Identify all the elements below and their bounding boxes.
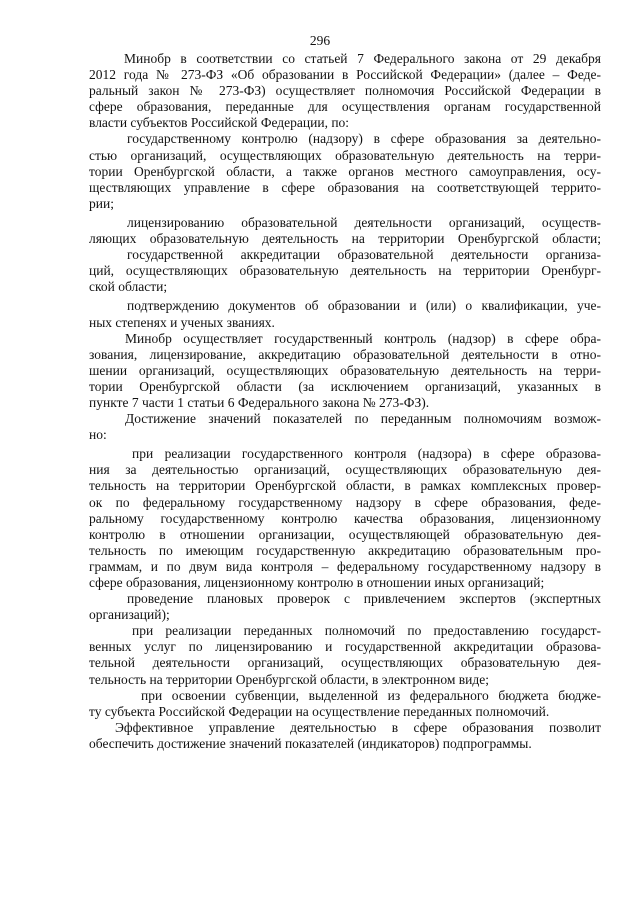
text-line: при реализации государственного контроля (надзора) в сфере образова- xyxy=(132,446,601,462)
text-line: тории Оренбургской области, а также органов местного самоуправления, осу- xyxy=(89,163,601,179)
text-line: тории Оренбургской области (за исключением организаций, указанных в xyxy=(89,378,601,394)
text-line: ляющих образовательную деятельность на территории Оренбургской области; xyxy=(89,231,601,247)
text-line: зования, лицензирование, аккредитацию образовательной деятельности в отно- xyxy=(89,346,601,362)
text-line: венных услуг по лицензированию и государственной аккредитации образова- xyxy=(89,639,601,655)
text-line: пункте 7 части 1 статьи 6 Федерального закона № 273-ФЗ). xyxy=(89,394,430,410)
text-line: Минобр осуществляет государственный контроль (надзор) в сфере обра- xyxy=(125,330,601,346)
text-line: рии; xyxy=(89,195,114,211)
text-line: государственному контролю (надзору) в сфере образования за деятельно- xyxy=(127,131,601,147)
document-body xyxy=(89,51,601,752)
text-line: тельность на территории Оренбургской области, в рамках комплексных провер- xyxy=(89,478,601,494)
page-number: 296 xyxy=(309,33,331,48)
text-line: власти субъектов Российской Федерации, по: xyxy=(89,115,350,131)
text-line: но: xyxy=(89,427,107,443)
text-line: шении организаций, осуществляющих образовательную деятельность на терри- xyxy=(89,362,601,378)
text-line: лицензированию образовательной деятельности организаций, осуществ- xyxy=(127,214,601,230)
text-line: контролю в отношении организации, осуществляющей образовательную дея- xyxy=(89,526,601,542)
text-line: ральному государственному контролю качества образования, лицензионному xyxy=(89,510,601,526)
text-line: Минобр в соответствии со статьей 7 Федерального закона от 29 декабря xyxy=(124,51,601,66)
text-line: ций, осуществляющих образовательную деятельность на территории Оренбург- xyxy=(89,263,601,279)
text-line: подтверждению документов об образовании и (или) о квалификации, уче- xyxy=(127,298,601,314)
text-line: ния за деятельностью организаций, осуществляющих образовательную дея- xyxy=(89,462,601,478)
text-line: стью организаций, осуществляющих образовательную деятельность на терри- xyxy=(89,147,601,163)
text-line: сфере образования, переданные для осуществления органам государственной xyxy=(89,99,601,115)
text-line: тельной деятельности организаций, осуществляющих образовательную дея- xyxy=(89,655,601,671)
text-line: при реализации переданных полномочий по предоставлению государст- xyxy=(132,623,601,639)
text-line: ральный закон № 273-ФЗ) осуществляет полномочия Российской Федерации в xyxy=(89,83,601,99)
text-line: государственной аккредитации образовательной деятельности организа- xyxy=(127,247,601,263)
text-line: ту субъекта Российской Федерации на осуществление переданных полномочий. xyxy=(89,703,550,719)
text-line: ществляющих управление в сфере образования на соответствующей террито- xyxy=(89,179,601,195)
text-line: обеспечить достижение значений показателей (индикаторов) подпрограммы. xyxy=(89,735,532,751)
text-line: ок по федеральному государственному надзору в сфере образования, феде- xyxy=(89,494,601,510)
text-line: сфере образования, лицензионному контролю в отношении иных организаций; xyxy=(89,575,545,590)
text-line: при освоении субвенции, выделенной из федерального бюджета бюдже- xyxy=(141,687,601,703)
text-line: граммам, и по двум вида контроля – федеральному государственному надзору в xyxy=(89,558,601,574)
text-line: 2012 года № 273-ФЗ «Об образовании в Российской Федерации» (далее – Феде- xyxy=(89,67,601,83)
text-line: ской области; xyxy=(89,279,168,295)
text-line: проведение плановых проверок с привлечением экспертов (экспертных xyxy=(127,591,601,607)
text-line: Эффективное управление деятельностью в сфере образования позволит xyxy=(115,719,601,735)
text-line: тельность на территории Оренбургской области, в электронном виде; xyxy=(89,671,490,687)
text-line: организаций); xyxy=(89,607,170,623)
text-line: ных степенях и ученых званиях. xyxy=(89,314,275,330)
text-line: тельность по имеющим государственную аккредитацию образовательным про- xyxy=(89,542,601,558)
text-line: Достижение значений показателей по переданным полномочиям возмож- xyxy=(125,411,601,427)
